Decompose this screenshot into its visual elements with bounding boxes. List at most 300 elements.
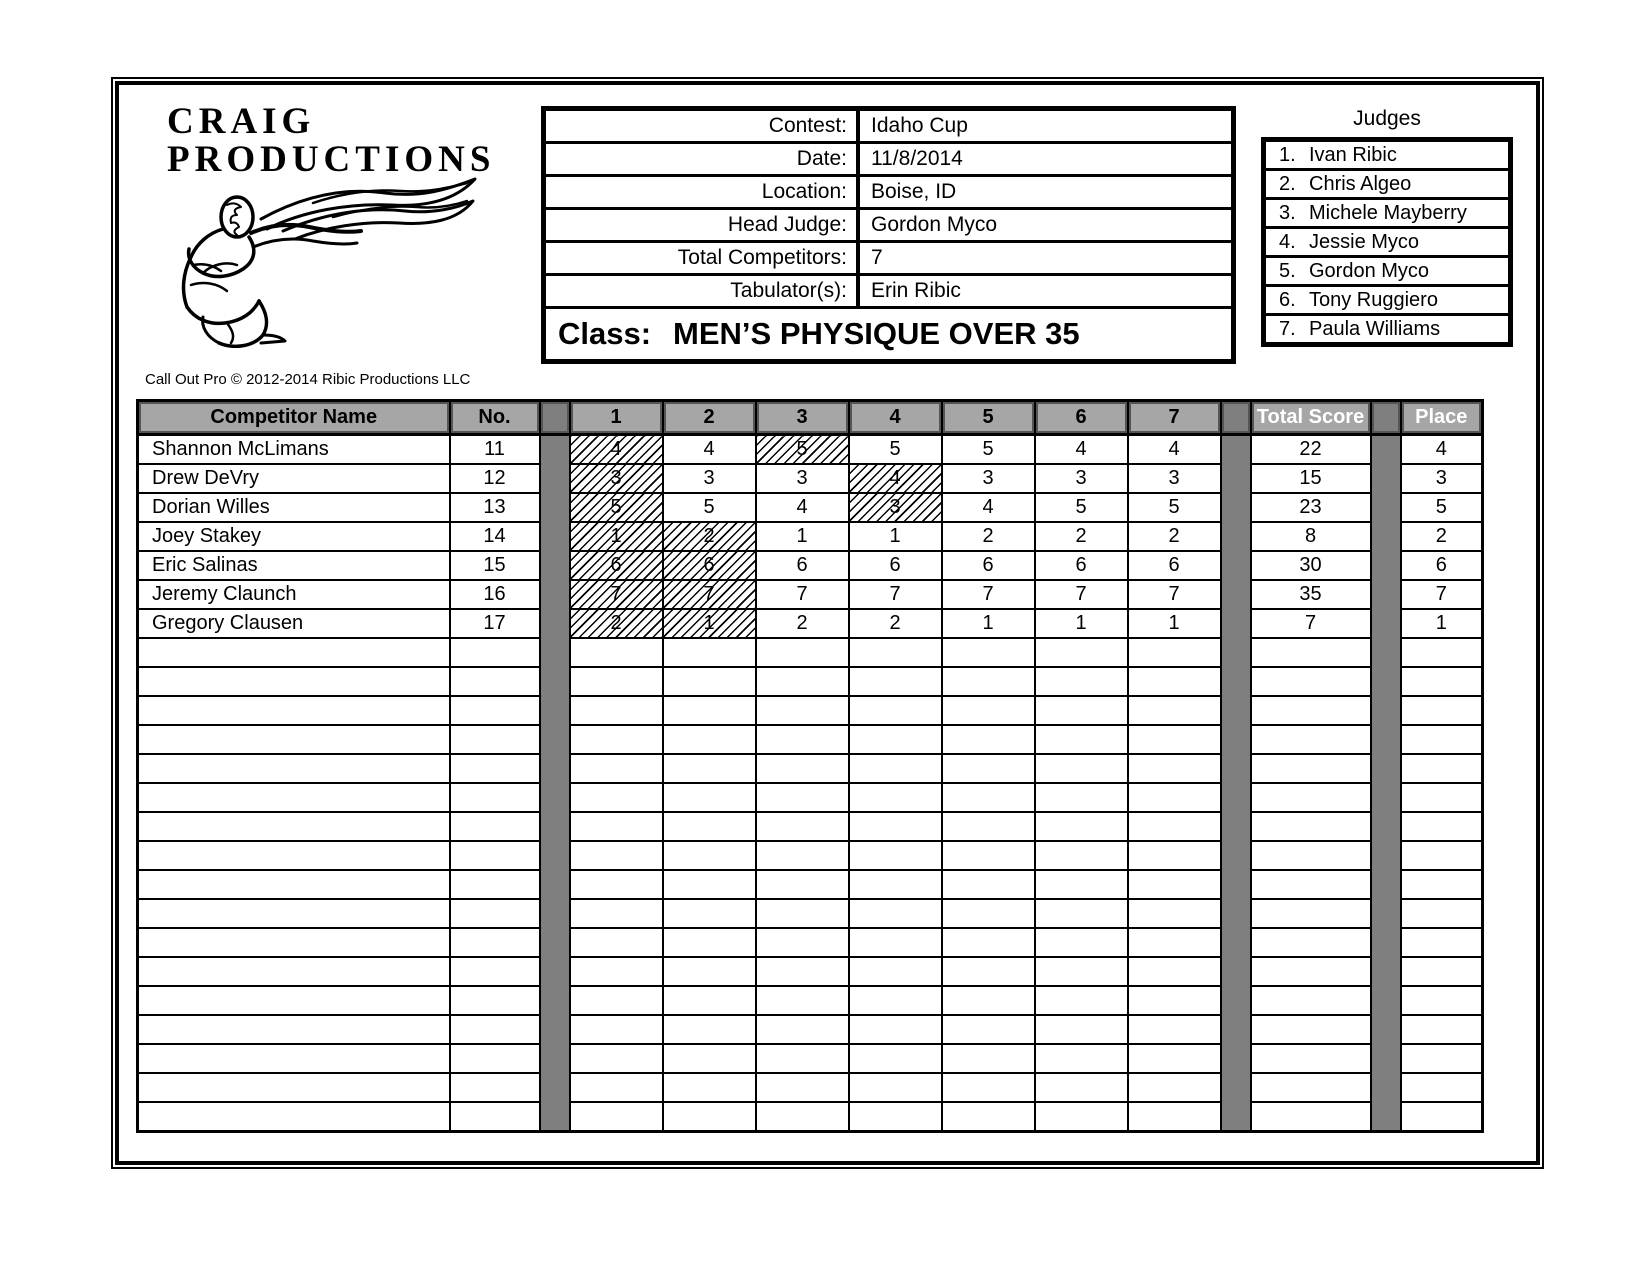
score-cell bbox=[849, 1015, 942, 1044]
score-cell-dropped: 7 bbox=[570, 580, 663, 609]
score-cell bbox=[1035, 1015, 1128, 1044]
separator-cell bbox=[540, 1073, 570, 1102]
score-cell bbox=[942, 725, 1035, 754]
judge-number: 3. bbox=[1279, 201, 1296, 224]
score-cell: 7 bbox=[942, 580, 1035, 609]
score-cell bbox=[570, 986, 663, 1015]
total-score-cell bbox=[1251, 667, 1371, 696]
competitor-row bbox=[138, 580, 1483, 609]
score-cell bbox=[1035, 1102, 1128, 1132]
competitor-no-cell: 11 bbox=[450, 435, 540, 465]
score-cell bbox=[756, 725, 849, 754]
total-score-cell: 22 bbox=[1251, 435, 1371, 465]
separator-cell bbox=[540, 899, 570, 928]
competitor-name-cell bbox=[138, 1015, 450, 1044]
separator-cell bbox=[1371, 986, 1401, 1015]
contest-info-value: Gordon Myco bbox=[871, 213, 998, 236]
competitor-row bbox=[138, 464, 1483, 493]
score-cell: 2 bbox=[849, 609, 942, 638]
score-cell bbox=[942, 928, 1035, 957]
total-score-cell: 15 bbox=[1251, 464, 1371, 493]
score-cell bbox=[1128, 725, 1221, 754]
competitor-name-cell bbox=[138, 783, 450, 812]
judge-name: Michele Mayberry bbox=[1309, 201, 1467, 224]
contest-info-label: Tabulator(s): bbox=[546, 276, 860, 306]
score-cell-dropped: 5 bbox=[756, 435, 849, 465]
separator-cell bbox=[1221, 899, 1251, 928]
empty-row bbox=[138, 1073, 1483, 1102]
score-cell bbox=[756, 1015, 849, 1044]
score-cell bbox=[570, 667, 663, 696]
total-score-cell bbox=[1251, 638, 1371, 667]
score-table bbox=[136, 399, 1484, 1133]
separator-cell bbox=[1371, 696, 1401, 725]
competitor-no-cell bbox=[450, 1102, 540, 1132]
contest-info-row bbox=[546, 111, 1231, 144]
score-cell bbox=[756, 870, 849, 899]
empty-row bbox=[138, 638, 1483, 667]
competitor-name-cell bbox=[138, 899, 450, 928]
competitor-name-cell bbox=[138, 957, 450, 986]
separator-cell bbox=[1221, 1102, 1251, 1132]
competitor-name-cell bbox=[138, 754, 450, 783]
score-cell bbox=[1128, 899, 1221, 928]
score-cell bbox=[1128, 841, 1221, 870]
score-cell: 6 bbox=[942, 551, 1035, 580]
score-cell bbox=[570, 725, 663, 754]
score-cell bbox=[942, 899, 1035, 928]
separator-cell bbox=[540, 870, 570, 899]
empty-row bbox=[138, 870, 1483, 899]
score-cell bbox=[849, 754, 942, 783]
separator-cell bbox=[1371, 725, 1401, 754]
score-cell bbox=[756, 812, 849, 841]
competitor-no-cell bbox=[450, 754, 540, 783]
separator-cell bbox=[540, 493, 570, 522]
score-cell bbox=[756, 928, 849, 957]
score-cell bbox=[756, 1073, 849, 1102]
score-cell bbox=[849, 870, 942, 899]
empty-row bbox=[138, 841, 1483, 870]
score-cell bbox=[1128, 870, 1221, 899]
separator-cell bbox=[1221, 580, 1251, 609]
score-cell bbox=[1128, 1015, 1221, 1044]
judge-row bbox=[1266, 171, 1508, 200]
score-cell bbox=[756, 957, 849, 986]
score-cell: 7 bbox=[849, 580, 942, 609]
competitor-row bbox=[138, 551, 1483, 580]
separator-cell bbox=[1371, 928, 1401, 957]
score-cell bbox=[1128, 1102, 1221, 1132]
copyright-text: Call Out Pro © 2012-2014 Ribic Productions LLC bbox=[145, 371, 471, 388]
score-cell bbox=[756, 1102, 849, 1132]
competitor-no-cell bbox=[450, 667, 540, 696]
separator-cell bbox=[540, 551, 570, 580]
score-cell bbox=[942, 1015, 1035, 1044]
score-cell-dropped: 3 bbox=[570, 464, 663, 493]
logo-wordmark bbox=[167, 103, 495, 178]
contest-info-label: Location: bbox=[546, 177, 860, 207]
separator-cell bbox=[1371, 464, 1401, 493]
score-cell bbox=[849, 957, 942, 986]
separator-cell bbox=[1221, 986, 1251, 1015]
separator-cell bbox=[1221, 464, 1251, 493]
total-score-cell bbox=[1251, 783, 1371, 812]
separator-cell bbox=[1221, 783, 1251, 812]
score-cell bbox=[849, 986, 942, 1015]
empty-row bbox=[138, 957, 1483, 986]
header-competitor-name: Competitor Name bbox=[138, 401, 450, 435]
score-cell bbox=[1128, 1044, 1221, 1073]
judge-name: Ivan Ribic bbox=[1309, 143, 1397, 166]
place-cell: 5 bbox=[1401, 493, 1483, 522]
separator-cell bbox=[1221, 435, 1251, 465]
competitor-no-cell bbox=[450, 986, 540, 1015]
place-cell: 3 bbox=[1401, 464, 1483, 493]
competitor-name-cell: Dorian Willes bbox=[138, 493, 450, 522]
score-cell bbox=[756, 899, 849, 928]
total-score-cell bbox=[1251, 870, 1371, 899]
total-score-cell: 35 bbox=[1251, 580, 1371, 609]
score-cell bbox=[663, 870, 756, 899]
separator-cell bbox=[540, 638, 570, 667]
competitor-name-cell bbox=[138, 812, 450, 841]
separator-cell bbox=[1371, 812, 1401, 841]
judge-number: 1. bbox=[1279, 143, 1296, 166]
competitor-no-cell bbox=[450, 870, 540, 899]
contest-info-value: 7 bbox=[871, 246, 883, 269]
competitor-name-cell bbox=[138, 1073, 450, 1102]
separator-cell bbox=[540, 696, 570, 725]
separator-cell bbox=[1371, 1102, 1401, 1132]
score-cell bbox=[1128, 986, 1221, 1015]
score-cell bbox=[1035, 783, 1128, 812]
score-cell bbox=[663, 725, 756, 754]
separator-cell bbox=[1371, 1015, 1401, 1044]
competitor-no-cell bbox=[450, 957, 540, 986]
place-cell bbox=[1401, 870, 1483, 899]
separator-cell bbox=[540, 609, 570, 638]
separator-cell bbox=[1221, 928, 1251, 957]
header-judge-7: 7 bbox=[1128, 401, 1221, 435]
competitor-name-cell: Jeremy Claunch bbox=[138, 580, 450, 609]
header-judge-5: 5 bbox=[942, 401, 1035, 435]
total-score-cell bbox=[1251, 1044, 1371, 1073]
score-cell bbox=[1128, 928, 1221, 957]
place-cell bbox=[1401, 899, 1483, 928]
score-cell-dropped: 4 bbox=[570, 435, 663, 465]
score-cell: 7 bbox=[1128, 580, 1221, 609]
separator-cell bbox=[1371, 1044, 1401, 1073]
header-place: Place bbox=[1401, 401, 1483, 435]
score-cell bbox=[570, 1073, 663, 1102]
competitor-name-cell bbox=[138, 986, 450, 1015]
competitor-no-cell: 14 bbox=[450, 522, 540, 551]
score-cell: 5 bbox=[849, 435, 942, 465]
place-cell: 1 bbox=[1401, 609, 1483, 638]
separator-cell bbox=[1221, 812, 1251, 841]
separator-cell bbox=[540, 928, 570, 957]
score-cell bbox=[663, 783, 756, 812]
score-cell bbox=[663, 638, 756, 667]
header-judge-2: 2 bbox=[663, 401, 756, 435]
total-score-cell bbox=[1251, 1073, 1371, 1102]
contest-info-value: Erin Ribic bbox=[871, 279, 961, 302]
score-cell bbox=[942, 870, 1035, 899]
sheet-inner bbox=[115, 81, 1540, 1165]
score-cell bbox=[849, 1102, 942, 1132]
place-cell bbox=[1401, 696, 1483, 725]
header-separator bbox=[1371, 401, 1401, 435]
score-cell: 2 bbox=[756, 609, 849, 638]
score-cell bbox=[570, 754, 663, 783]
score-cell bbox=[1035, 1073, 1128, 1102]
score-cell: 5 bbox=[942, 435, 1035, 465]
separator-cell bbox=[1371, 783, 1401, 812]
separator-cell bbox=[540, 435, 570, 465]
judge-row bbox=[1266, 258, 1508, 287]
header-judge-3: 3 bbox=[756, 401, 849, 435]
judge-row bbox=[1266, 229, 1508, 258]
header-separator bbox=[1221, 401, 1251, 435]
judges-list bbox=[1261, 137, 1513, 347]
contest-info-value: 11/8/2014 bbox=[871, 147, 963, 170]
score-cell bbox=[663, 1073, 756, 1102]
score-cell bbox=[1128, 812, 1221, 841]
score-cell bbox=[942, 812, 1035, 841]
separator-cell bbox=[540, 667, 570, 696]
score-cell bbox=[663, 812, 756, 841]
score-cell bbox=[849, 1044, 942, 1073]
class-value: MEN’S PHYSIQUE OVER 35 bbox=[673, 316, 1080, 351]
score-cell: 5 bbox=[1035, 493, 1128, 522]
separator-cell bbox=[540, 986, 570, 1015]
header-separator bbox=[540, 401, 570, 435]
score-cell bbox=[570, 1044, 663, 1073]
score-cell bbox=[1128, 783, 1221, 812]
judges-title: Judges bbox=[1353, 107, 1421, 130]
total-score-cell bbox=[1251, 754, 1371, 783]
score-cell bbox=[1035, 667, 1128, 696]
score-cell-dropped: 3 bbox=[849, 493, 942, 522]
competitor-name-cell bbox=[138, 1102, 450, 1132]
judge-name: Gordon Myco bbox=[1309, 259, 1430, 282]
separator-cell bbox=[1221, 841, 1251, 870]
logo-line2: PRODUCTIONS bbox=[167, 138, 496, 180]
score-cell bbox=[1035, 754, 1128, 783]
score-cell: 4 bbox=[1128, 435, 1221, 465]
competitor-name-cell bbox=[138, 841, 450, 870]
separator-cell bbox=[1221, 638, 1251, 667]
separator-cell bbox=[1371, 1073, 1401, 1102]
score-cell bbox=[1128, 638, 1221, 667]
separator-cell bbox=[1221, 725, 1251, 754]
separator-cell bbox=[1221, 1073, 1251, 1102]
score-cell bbox=[663, 899, 756, 928]
score-cell: 6 bbox=[849, 551, 942, 580]
score-cell bbox=[1035, 957, 1128, 986]
separator-cell bbox=[1221, 522, 1251, 551]
total-score-cell bbox=[1251, 696, 1371, 725]
contest-info-label: Head Judge: bbox=[546, 210, 860, 240]
competitor-name-cell bbox=[138, 870, 450, 899]
score-cell bbox=[663, 841, 756, 870]
score-cell bbox=[849, 1073, 942, 1102]
separator-cell bbox=[540, 522, 570, 551]
competitor-name-cell: Eric Salinas bbox=[138, 551, 450, 580]
score-cell bbox=[570, 812, 663, 841]
judge-number: 4. bbox=[1279, 230, 1296, 253]
class-row bbox=[546, 309, 1231, 359]
score-cell bbox=[663, 1015, 756, 1044]
score-cell bbox=[1035, 841, 1128, 870]
score-cell bbox=[1035, 986, 1128, 1015]
place-cell: 2 bbox=[1401, 522, 1483, 551]
contest-info-value: Boise, ID bbox=[871, 180, 957, 203]
contest-info-label: Contest: bbox=[546, 111, 860, 141]
total-score-cell: 23 bbox=[1251, 493, 1371, 522]
score-cell bbox=[942, 1044, 1035, 1073]
place-cell bbox=[1401, 841, 1483, 870]
competitor-name-cell: Joey Stakey bbox=[138, 522, 450, 551]
judge-number: 7. bbox=[1279, 317, 1296, 340]
empty-row bbox=[138, 725, 1483, 754]
contest-info-table bbox=[541, 106, 1236, 364]
competitor-row bbox=[138, 522, 1483, 551]
score-cell: 3 bbox=[663, 464, 756, 493]
score-cell bbox=[663, 1044, 756, 1073]
separator-cell bbox=[540, 1044, 570, 1073]
separator-cell bbox=[1371, 870, 1401, 899]
contest-info-row bbox=[546, 144, 1231, 177]
score-cell: 7 bbox=[1035, 580, 1128, 609]
score-cell bbox=[1128, 1073, 1221, 1102]
score-cell: 1 bbox=[1035, 609, 1128, 638]
score-cell-dropped: 1 bbox=[663, 609, 756, 638]
judge-number: 2. bbox=[1279, 172, 1296, 195]
total-score-cell: 7 bbox=[1251, 609, 1371, 638]
competitor-no-cell: 12 bbox=[450, 464, 540, 493]
separator-cell bbox=[1221, 667, 1251, 696]
judge-name: Jessie Myco bbox=[1309, 230, 1420, 253]
score-cell bbox=[1035, 870, 1128, 899]
separator-cell bbox=[1221, 551, 1251, 580]
separator-cell bbox=[1221, 754, 1251, 783]
score-cell bbox=[1035, 812, 1128, 841]
score-cell bbox=[1035, 899, 1128, 928]
judge-row bbox=[1266, 200, 1508, 229]
total-score-cell bbox=[1251, 1015, 1371, 1044]
competitor-no-cell bbox=[450, 899, 540, 928]
score-cell bbox=[849, 841, 942, 870]
empty-row bbox=[138, 899, 1483, 928]
header-judge-1: 1 bbox=[570, 401, 663, 435]
score-cell bbox=[570, 1015, 663, 1044]
score-cell bbox=[663, 1102, 756, 1132]
score-cell bbox=[1035, 1044, 1128, 1073]
place-cell bbox=[1401, 1102, 1483, 1132]
competitor-no-cell: 16 bbox=[450, 580, 540, 609]
competitor-no-cell bbox=[450, 783, 540, 812]
score-cell bbox=[1128, 754, 1221, 783]
score-cell: 4 bbox=[663, 435, 756, 465]
score-cell bbox=[663, 696, 756, 725]
competitor-no-cell bbox=[450, 1015, 540, 1044]
score-cell bbox=[849, 667, 942, 696]
total-score-cell bbox=[1251, 1102, 1371, 1132]
score-cell bbox=[570, 957, 663, 986]
separator-cell bbox=[1371, 435, 1401, 465]
judge-row bbox=[1266, 142, 1508, 171]
score-cell bbox=[756, 841, 849, 870]
competitor-no-cell: 15 bbox=[450, 551, 540, 580]
score-cell bbox=[756, 696, 849, 725]
separator-cell bbox=[1221, 609, 1251, 638]
separator-cell bbox=[540, 783, 570, 812]
separator-cell bbox=[1371, 754, 1401, 783]
separator-cell bbox=[1371, 551, 1401, 580]
score-cell bbox=[1035, 638, 1128, 667]
score-cell: 1 bbox=[942, 609, 1035, 638]
score-cell bbox=[570, 638, 663, 667]
separator-cell bbox=[540, 464, 570, 493]
score-cell bbox=[942, 957, 1035, 986]
contest-info-rows bbox=[546, 111, 1231, 309]
empty-row bbox=[138, 667, 1483, 696]
contest-info-row bbox=[546, 243, 1231, 276]
place-cell bbox=[1401, 1015, 1483, 1044]
score-cell-dropped: 1 bbox=[570, 522, 663, 551]
score-cell: 2 bbox=[1128, 522, 1221, 551]
separator-cell bbox=[1221, 1015, 1251, 1044]
bodybuilder-logo-icon bbox=[133, 173, 483, 348]
header-judge-6: 6 bbox=[1035, 401, 1128, 435]
score-cell bbox=[663, 667, 756, 696]
score-cell bbox=[942, 667, 1035, 696]
class-label: Class: bbox=[558, 316, 652, 351]
contest-info-label: Total Competitors: bbox=[546, 243, 860, 273]
place-cell bbox=[1401, 638, 1483, 667]
logo-line1: CRAIG bbox=[167, 101, 316, 142]
judge-number: 6. bbox=[1279, 288, 1296, 311]
header-no: No. bbox=[450, 401, 540, 435]
competitor-name-cell: Drew DeVry bbox=[138, 464, 450, 493]
score-cell: 3 bbox=[942, 464, 1035, 493]
competitor-no-cell bbox=[450, 1073, 540, 1102]
score-cell: 4 bbox=[942, 493, 1035, 522]
score-cell bbox=[570, 783, 663, 812]
competitor-no-cell bbox=[450, 696, 540, 725]
empty-row bbox=[138, 696, 1483, 725]
competitor-name-cell bbox=[138, 725, 450, 754]
score-cell bbox=[570, 928, 663, 957]
separator-cell bbox=[540, 812, 570, 841]
total-score-cell: 8 bbox=[1251, 522, 1371, 551]
score-cell bbox=[849, 812, 942, 841]
score-cell bbox=[942, 696, 1035, 725]
score-cell bbox=[663, 928, 756, 957]
score-cell: 6 bbox=[1035, 551, 1128, 580]
separator-cell bbox=[540, 1102, 570, 1132]
empty-row bbox=[138, 928, 1483, 957]
contest-info-label: Date: bbox=[546, 144, 860, 174]
score-cell bbox=[756, 638, 849, 667]
score-cell bbox=[663, 957, 756, 986]
place-cell bbox=[1401, 812, 1483, 841]
score-cell bbox=[849, 696, 942, 725]
score-cell bbox=[1035, 928, 1128, 957]
empty-row bbox=[138, 1015, 1483, 1044]
